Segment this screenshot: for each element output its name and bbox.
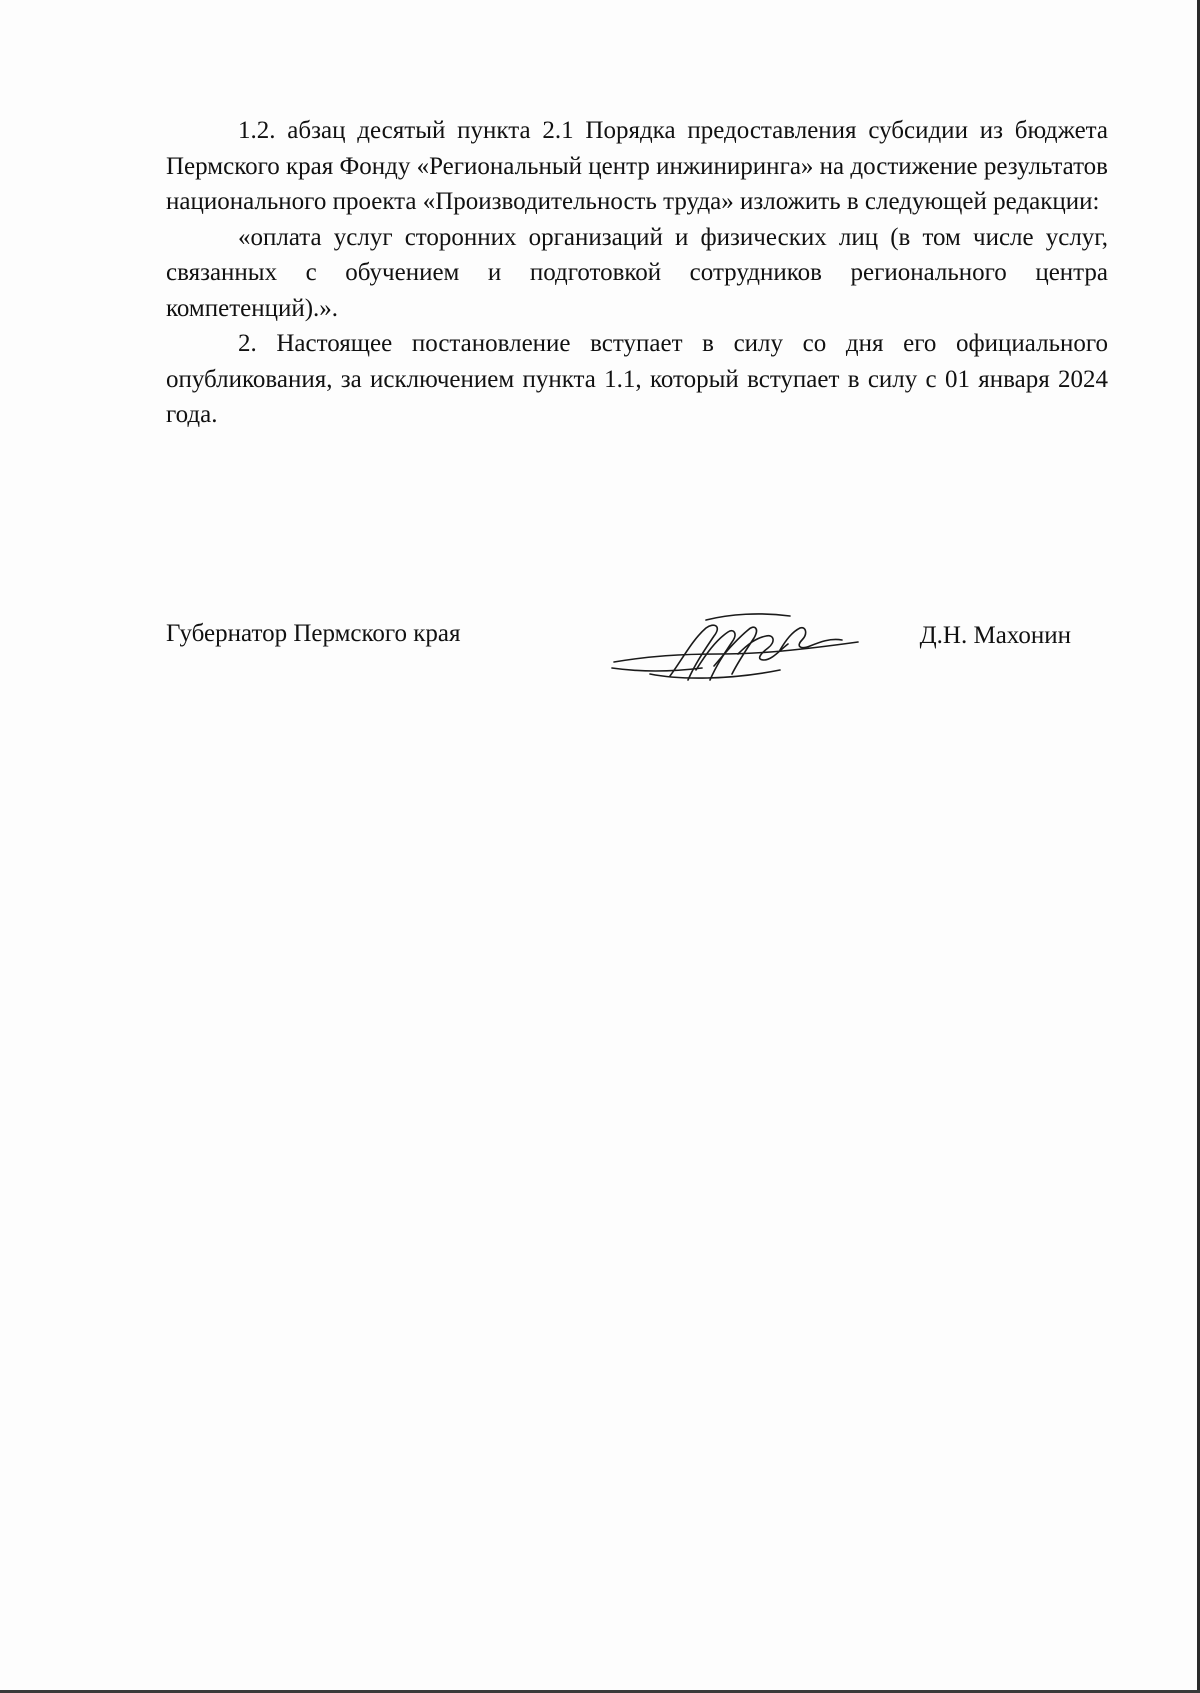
paragraph-1-2: 1.2. абзац десятый пункта 2.1 Порядка предоставления субсидии из бюджета Пермского края Фонду «Региональный центр инжиниринга» на достижение результатов национального проекта «Производительность труда» изложить в следующей редакции: xyxy=(166,117,1108,215)
handwritten-signature xyxy=(610,610,870,688)
document-body xyxy=(166,113,1108,433)
paragraph-2: 2. Настоящее постановление вступает в силу со дня его официального опубликования, за исключением пункта 1.1, который вступает в силу с 01 января 2024 года. xyxy=(166,330,1108,428)
paragraph-quoted-text: «оплата услуг сторонних организаций и физических лиц (в том числе услуг, связанных с обучением и подготовкой сотрудников регионального центра компетенций).». xyxy=(166,223,1108,322)
signature-block xyxy=(166,610,1071,700)
signatory-name: Д.Н. Махонин xyxy=(919,622,1071,649)
signatory-position: Губернатор Пермского края xyxy=(166,620,461,647)
